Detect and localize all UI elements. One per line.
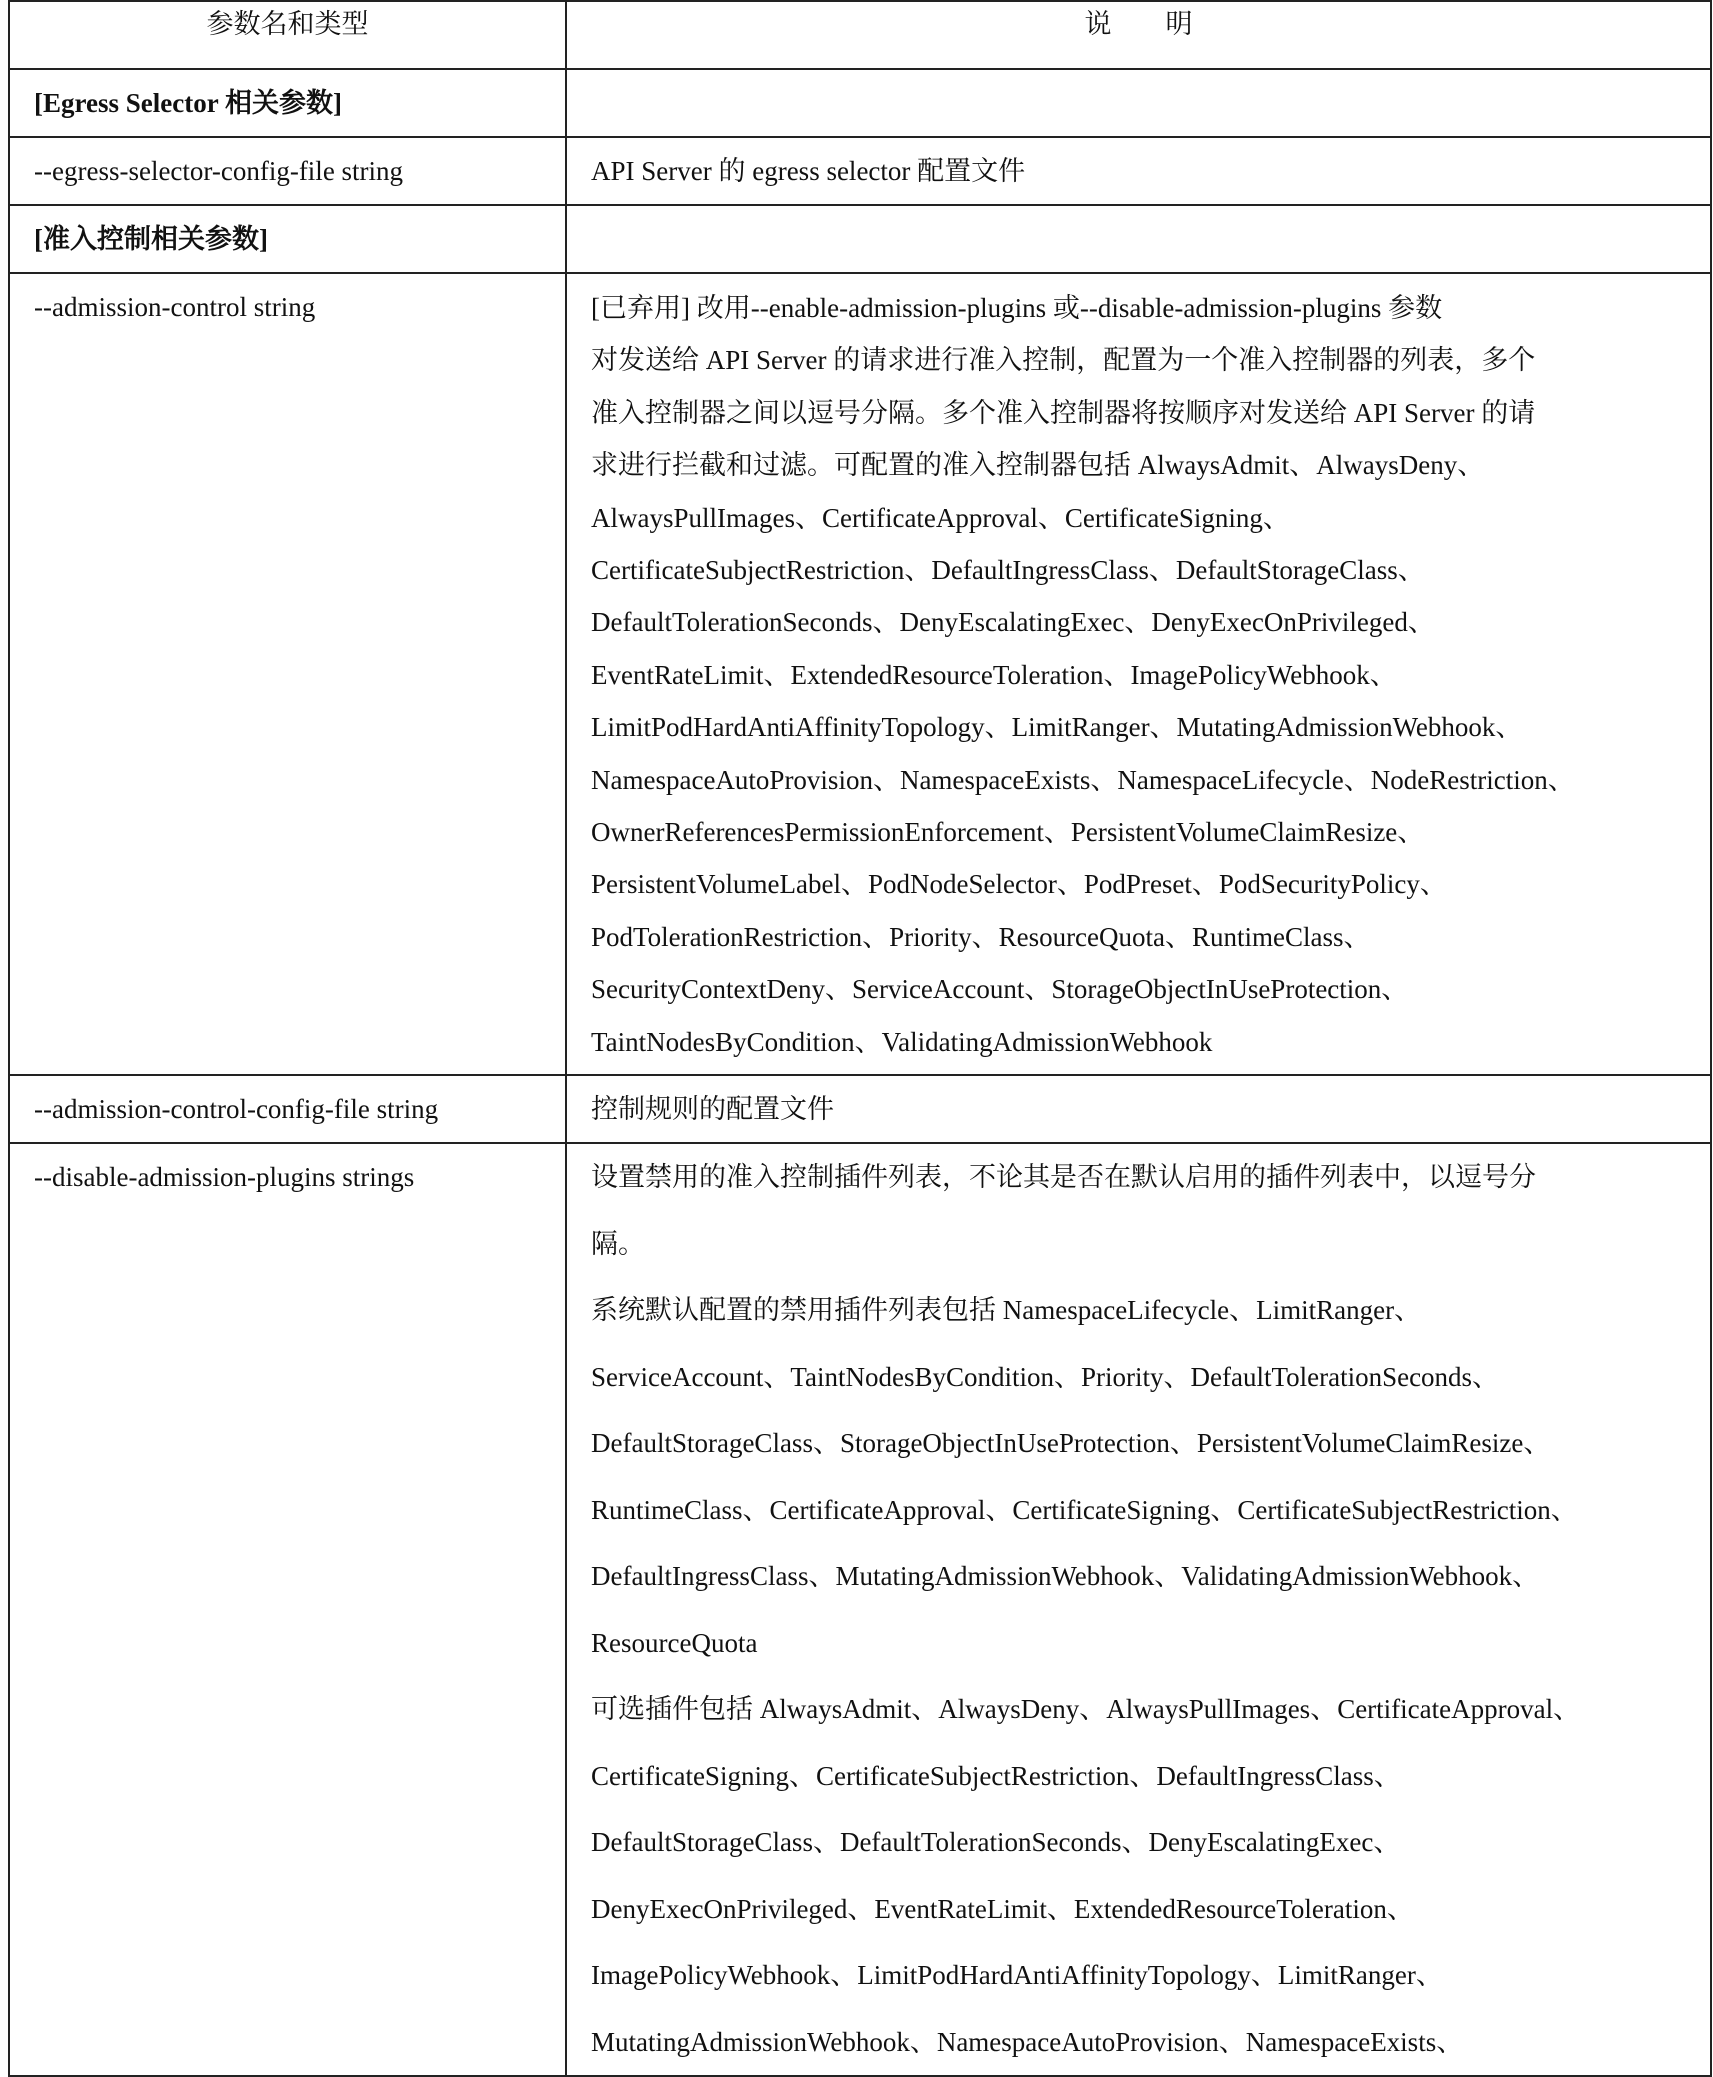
desc-line: PodTolerationRestriction、Priority、ResourceQuota、RuntimeClass、: [591, 921, 1371, 952]
desc-line: TaintNodesByCondition、ValidatingAdmissionWebhook: [591, 1026, 1213, 1057]
header-description: 说 明: [566, 1, 1711, 69]
desc-line: CertificateSubjectRestriction、DefaultIngressClass、DefaultStorageClass、: [591, 555, 1425, 586]
desc-line: OwnerReferencesPermissionEnforcement、PersistentVolumeClaimResize、: [591, 817, 1425, 848]
desc-line: 可选插件包括 AlwaysAdmit、AlwaysDeny、AlwaysPullImages、CertificateApproval、: [591, 1694, 1581, 1725]
desc-line: EventRateLimit、ExtendedResourceToleration、ImagePolicyWebhook、: [591, 659, 1397, 690]
section-title: [Egress Selector 相关参数]: [34, 88, 342, 118]
table-row: [9, 1143, 1711, 2076]
desc-line: 隔。: [591, 1228, 645, 1259]
table-row: [9, 273, 1711, 1075]
parameter-table: [8, 0, 1712, 2077]
document-page: [8, 0, 1710, 2077]
section-row-admission: [9, 205, 1711, 273]
desc-line: DenyExecOnPrivileged、EventRateLimit、ExtendedResourceToleration、: [591, 1893, 1414, 1924]
section-title: [准入控制相关参数]: [34, 224, 268, 254]
table-header-row: [9, 1, 1711, 69]
desc-line: MutatingAdmissionWebhook、NamespaceAutoProvision、NamespaceExists、: [591, 2026, 1464, 2057]
desc-line: 系统默认配置的禁用插件列表包括 NamespaceLifecycle、LimitRanger、: [591, 1295, 1422, 1326]
param-name: --disable-admission-plugins strings: [34, 1162, 415, 1193]
desc-line: AlwaysPullImages、CertificateApproval、CertificateSigning、: [591, 502, 1290, 533]
param-description: 控制规则的配置文件: [591, 1094, 834, 1125]
param-name: --admission-control-config-file string: [34, 1094, 439, 1125]
param-description: API Server 的 egress selector 配置文件: [591, 156, 1026, 186]
desc-line: ResourceQuota: [591, 1627, 758, 1658]
desc-line: DefaultStorageClass、StorageObjectInUseProtection、PersistentVolumeClaimResize、: [591, 1428, 1551, 1459]
desc-line: CertificateSigning、CertificateSubjectRestriction、DefaultIngressClass、: [591, 1760, 1401, 1791]
desc-line: ImagePolicyWebhook、LimitPodHardAntiAffinityTopology、LimitRanger、: [591, 1960, 1443, 1991]
desc-line: 对发送给 API Server 的请求进行准入控制，配置为一个准入控制器的列表，多个: [591, 345, 1536, 376]
param-description: [567, 1144, 1710, 2075]
desc-line: DefaultIngressClass、MutatingAdmissionWebhook、ValidatingAdmissionWebhook、: [591, 1561, 1540, 1592]
desc-line: ServiceAccount、TaintNodesByCondition、Priority、DefaultTolerationSeconds、: [591, 1361, 1500, 1392]
param-name: --egress-selector-config-file string: [34, 156, 404, 186]
table-row: [9, 137, 1711, 205]
desc-line: 准入控制器之间以逗号分隔。多个准入控制器将按顺序对发送给 API Server 的请: [591, 397, 1536, 428]
desc-line: [已弃用] 改用--enable-admission-plugins 或--disable-admission-plugins 参数: [591, 293, 1443, 323]
table-row: [9, 1075, 1711, 1143]
param-description: [567, 274, 1710, 1074]
section-row-egress: [9, 69, 1711, 137]
desc-line: DefaultTolerationSeconds、DenyEscalatingExec、DenyExecOnPrivileged、: [591, 607, 1435, 638]
desc-line: PersistentVolumeLabel、PodNodeSelector、PodPreset、PodSecurityPolicy、: [591, 869, 1447, 900]
desc-line: 设置禁用的准入控制插件列表，不论其是否在默认启用的插件列表中，以逗号分: [591, 1162, 1536, 1193]
param-name: --admission-control string: [34, 292, 316, 322]
desc-line: DefaultStorageClass、DefaultTolerationSeconds、DenyEscalatingExec、: [591, 1827, 1401, 1858]
desc-line: 求进行拦截和过滤。可配置的准入控制器包括 AlwaysAdmit、AlwaysDeny、: [591, 450, 1485, 481]
desc-line: LimitPodHardAntiAffinityTopology、LimitRanger、MutatingAdmissionWebhook、: [591, 712, 1523, 743]
desc-line: SecurityContextDeny、ServiceAccount、StorageObjectInUseProtection、: [591, 974, 1409, 1005]
desc-line: RuntimeClass、CertificateApproval、CertificateSigning、CertificateSubjectRestriction、: [591, 1494, 1578, 1525]
header-param-name: 参数名和类型: [9, 1, 566, 69]
desc-line: NamespaceAutoProvision、NamespaceExists、NamespaceLifecycle、NodeRestriction、: [591, 764, 1575, 795]
